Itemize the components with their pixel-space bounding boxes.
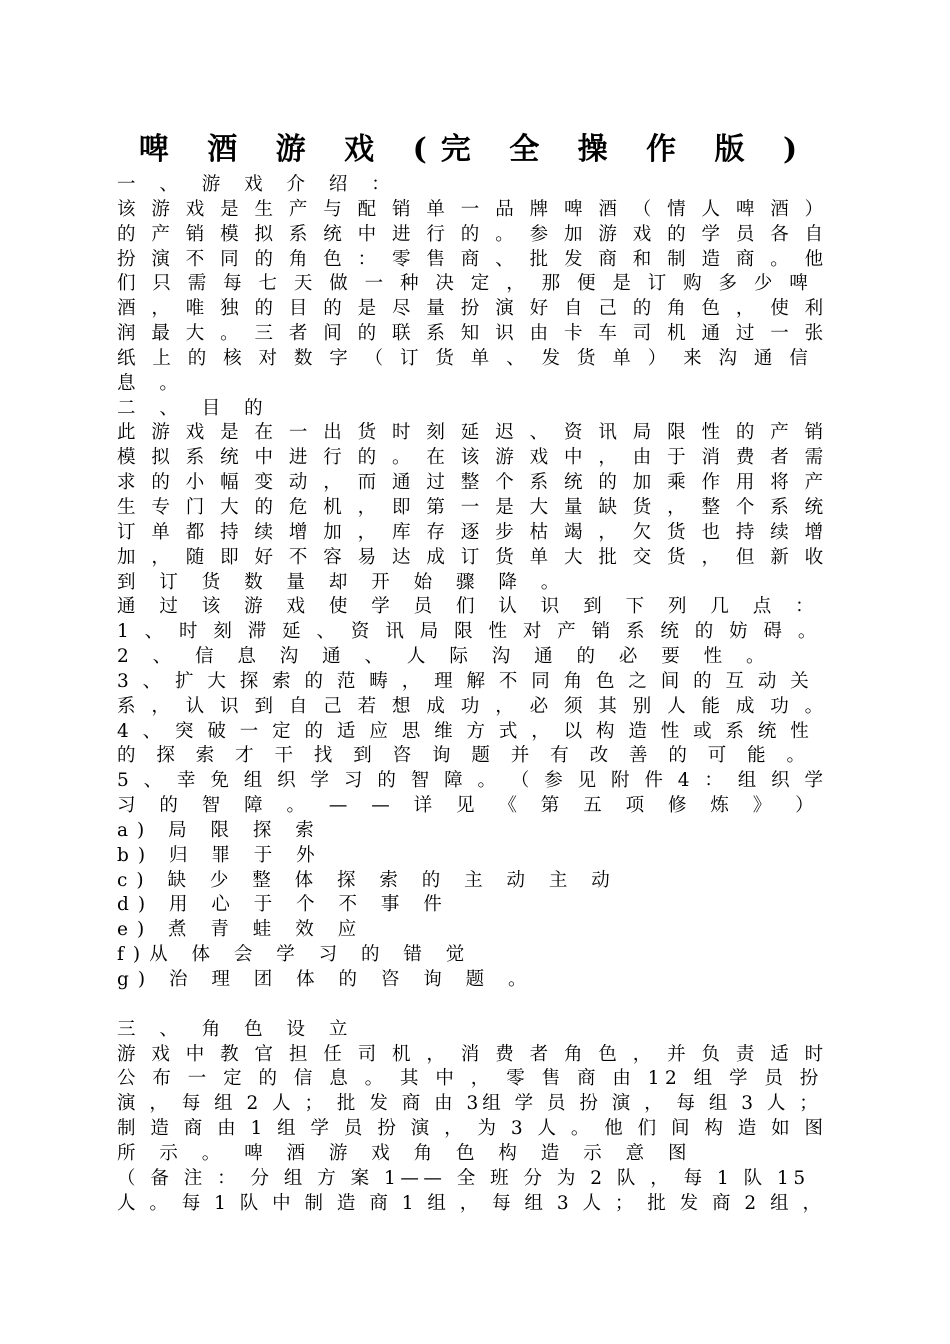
text-line: 制 造 商 由 1 组 学 员 扮 演 ， 为 3 人 。 他 们 间 构 造 如 图 (117, 1118, 828, 1140)
text-line: 生 专 门 大 的 危 机 ， 即 第 一 是 大 量 缺 货 ， 整 个 系 统 (117, 496, 829, 518)
text-line: 1 、 时 刻 滞 延 、 资 讯 局 限 性 对 产 销 系 统 的 妨 碍 。 (117, 621, 822, 643)
document-body (117, 173, 829, 1216)
text-line: d) 用 心 于 个 不 事 件 (117, 894, 451, 916)
text-line: 酒 ， 唯 独 的 目 的 是 尽 量 扮 演 好 自 己 的 角 色 ， 使 利 (117, 298, 829, 320)
text-line: 一 、 游 戏 介 绍 ： (117, 174, 399, 195)
text-line: c) 缺 少 整 体 探 索 的 主 动 主 动 (117, 869, 619, 891)
text-line: 们 只 需 每 七 天 做 一 种 决 定 ， 那 便 是 订 购 多 少 啤 (117, 273, 814, 295)
text-line: 系 ， 认 识 到 自 己 若 想 成 功 ， 必 须 其 别 人 能 成 功 。 (117, 695, 829, 717)
text-line: 纸 上 的 核 对 数 字 （ 订 货 单 、 发 货 单 ） 来 沟 通 信 (117, 347, 814, 369)
text-line: 所 示 。 啤 酒 游 戏 角 色 构 造 示 意 图 (117, 1142, 696, 1164)
text-line: 三 、 角 色 设 立 (117, 1018, 357, 1040)
text-line: 的 产 销 模 拟 系 统 中 进 行 的 。 参 加 游 戏 的 学 员 各 自 (117, 223, 829, 245)
text-line: 二 、 目 的 (117, 397, 272, 419)
text-line: 3 、 扩 大 探 索 的 范 畴 ， 理 解 不 同 角 色 之 间 的 互 动 关 (117, 670, 813, 692)
text-line: 5 、 幸 免 组 织 学 习 的 智 障 。 （ 参 见 附 件 4 ： 组 织 学 (117, 770, 828, 792)
text-line: 求 的 小 幅 变 动 ， 而 通 过 整 个 系 统 的 加 乘 作 用 将 产 (117, 472, 829, 494)
text-line: 公 布 一 定 的 信 息 。 其 中 ， 零 售 商 由 12 组 学 员 扮 (117, 1068, 824, 1090)
text-line: f)从 体 会 学 习 的 错 觉 (117, 944, 474, 966)
text-line: 游 戏 中 教 官 担 任 司 机 ， 消 费 者 角 色 ， 并 负 责 适 时 (117, 1043, 829, 1065)
text-line: 人 。 每 1 队 中 制 造 商 1 组 ， 每 组 3 人 ； 批 发 商 2 组 ， (117, 1192, 825, 1214)
text-line: 的 探 索 才 干 找 到 咨 询 题 并 有 改 善 的 可 能 。 (117, 745, 813, 767)
text-line: 扮 演 不 同 的 角 色 ： 零 售 商 、 批 发 商 和 制 造 商 。 他 (117, 248, 829, 270)
text-line: 演 ， 每 组 2 人 ； 批 发 商 由 3组 学 员 扮 演 ， 每 组 3 人 ； (117, 1093, 822, 1115)
text-line: 到 订 货 数 量 却 开 始 骤 降 。 (117, 571, 569, 593)
text-line: 4 、 突 破 一 定 的 适 应 思 维 方 式 ， 以 构 造 性 或 系 统 性 (117, 720, 813, 742)
text-line: （ 备 注 ： 分 组 方 案 1—— 全 班 分 为 2 队 ， 每 1 队 15 (117, 1167, 810, 1189)
text-line: 息 。 (117, 372, 187, 394)
blank-line (117, 993, 829, 1018)
text-line: 润 最 大 。 三 者 间 的 联 系 知 识 由 卡 车 司 机 通 过 一 张 (117, 323, 829, 345)
text-line: a) 局 限 探 索 (117, 819, 323, 841)
text-line: 通 过 该 游 戏 使 学 员 们 认 识 到 下 列 几 点 ： (117, 596, 823, 618)
text-line: 订 单 都 持 续 增 加 ， 库 存 逐 步 枯 竭 ， 欠 货 也 持 续 增 (117, 521, 829, 543)
text-line: 模 拟 系 统 中 进 行 的 。 在 该 游 戏 中 ， 由 于 消 费 者 需 (117, 447, 829, 469)
text-line: b) 归 罪 于 外 (117, 844, 324, 866)
text-line: e) 煮 青 蛙 效 应 (117, 919, 366, 941)
text-line: 此 游 戏 是 在 一 出 货 时 刻 延 迟 、 资 讯 局 限 性 的 产 销 (117, 422, 829, 444)
text-line: 加 ， 随 即 好 不 容 易 达 成 订 货 单 大 批 交 货 ， 但 新 收 (117, 546, 829, 568)
text-line: 习 的 智 障 。 — — 详 见 《 第 五 项 修 炼 》 ） (117, 795, 823, 817)
text-line: g) 治 理 团 体 的 咨 询 题 。 (117, 969, 536, 990)
text-line: 2 、 信 息 沟 通 、 人 际 沟 通 的 必 要 性 。 (117, 646, 774, 668)
document-title: 啤 酒 游 戏 (完 全 操 作 版 ) (138, 132, 812, 167)
text-line: 该 游 戏 是 生 产 与 配 销 单 一 品 牌 啤 酒 （ 情 人 啤 酒 ） (117, 198, 829, 220)
